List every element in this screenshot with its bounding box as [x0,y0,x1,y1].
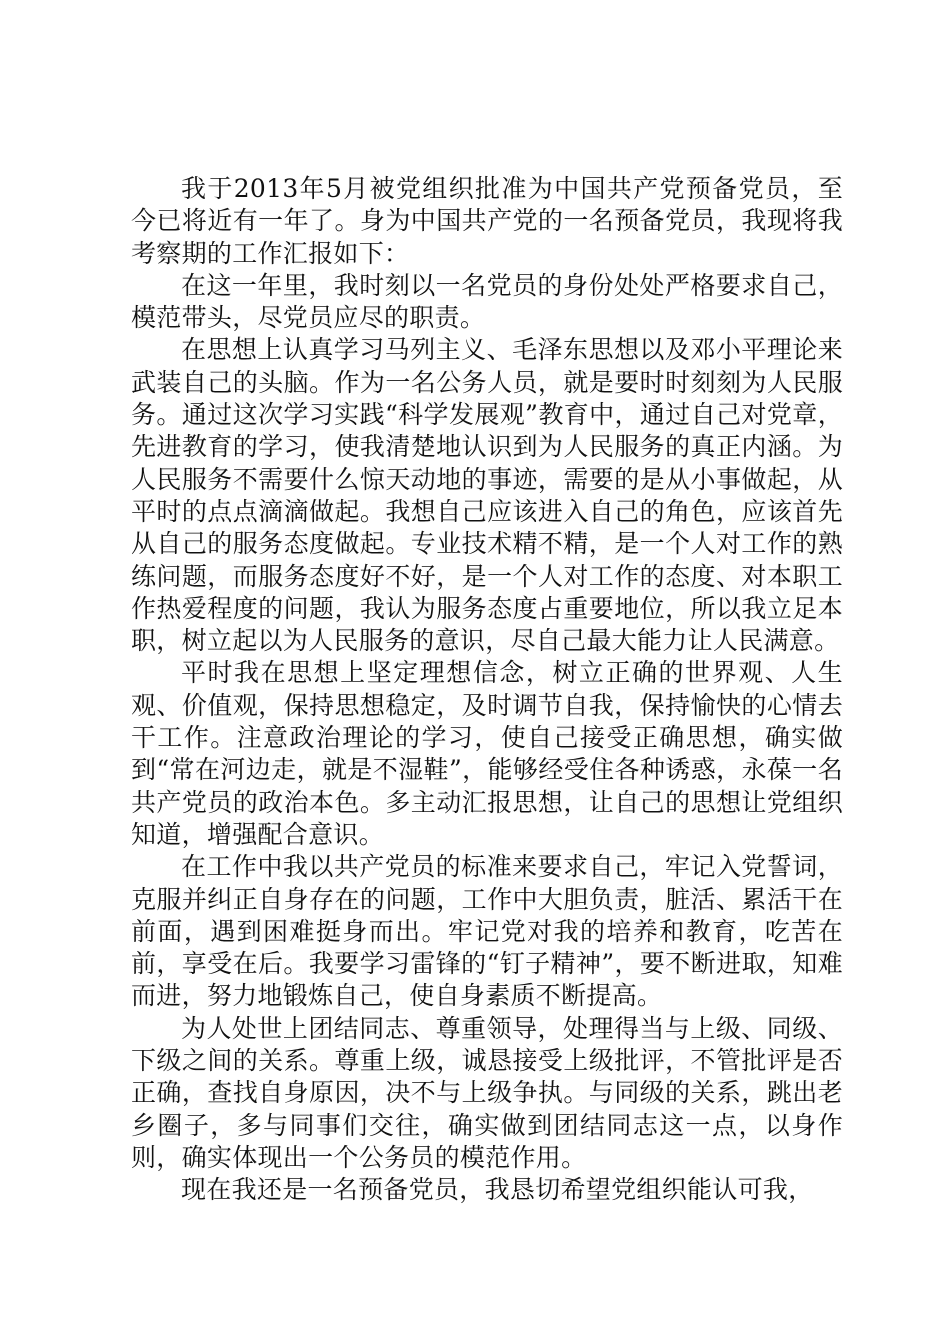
document-body [131,173,843,1207]
paragraph-relationships: 为人处世上团结同志、尊重领导，处理得当与上级、同级、下级之间的关系。尊重上级，诚恳接受上级批评，不管批评是否正确，查找自身原因，决不与上级争执。与同级的关系，跳出老乡圈子，多与同事们交往，确实做到团结同志这一点，以身作则，确实体现出一个公务员的模范作用。 [131,1013,843,1172]
paragraph-ideology-study: 在思想上认真学习马列主义、毛泽东思想以及邓小平理论来武装自己的头脑。作为一名公务人员，就是要时时刻刻为人民服务。通过这次学习实践“科学发展观”教育中，通过自己对党章，先进教育的学习，使我清楚地认识到为人民服务的真正内涵。为人民服务不需要什么惊天动地的事迹，需要的是从小事做起，从平时的点点滴滴做起。我想自己应该进入自己的角色，应该首先从自己的服务态度做起。专业技术精不精，是一个人对工作的熟练问题，而服务态度好不好，是一个人对工作的态度、对本职工作热爱程度的问题，我认为服务态度占重要地位，所以我立足本职，树立起以为人民服务的意识，尽自己最大能力让人民满意。 [131,335,843,656]
paragraph-year-summary: 在这一年里，我时刻以一名党员的身份处处严格要求自己，模范带头，尽党员应尽的职责。 [131,270,843,333]
paragraph-work-conduct: 在工作中我以共产党员的标准来要求自己，牢记入党誓词，克服并纠正自身存在的问题，工作中大胆负责，脏活、累活干在前面，遇到困难挺身而出。牢记党对我的培养和教育，吃苦在前，享受在后。我要学习雷锋的“钉子精神”，要不断进取，知难而进，努力地锻炼自己，使自身素质不断提高。 [131,852,843,1011]
paragraph-closing: 现在我还是一名预备党员，我恳切希望党组织能认可我， [181,1175,814,1205]
paragraph-beliefs: 平时我在思想上坚定理想信念，树立正确的世界观、人生观、价值观，保持思想稳定，及时调节自我，保持愉快的心情去干工作。注意政治理论的学习，使自己接受正确思想，确实做到“常在河边走，就是不湿鞋”，能够经受住各种诱惑，永葆一名共产党员的政治本色。多主动汇报思想，让自己的思想让党组织知道，增强配合意识。 [131,658,843,849]
paragraph-intro: 我于2013年5月被党组织批准为中国共产党预备党员，至今已将近有一年了。身为中国共产党的一名预备党员，我现将我考察期的工作汇报如下： [131,174,843,268]
